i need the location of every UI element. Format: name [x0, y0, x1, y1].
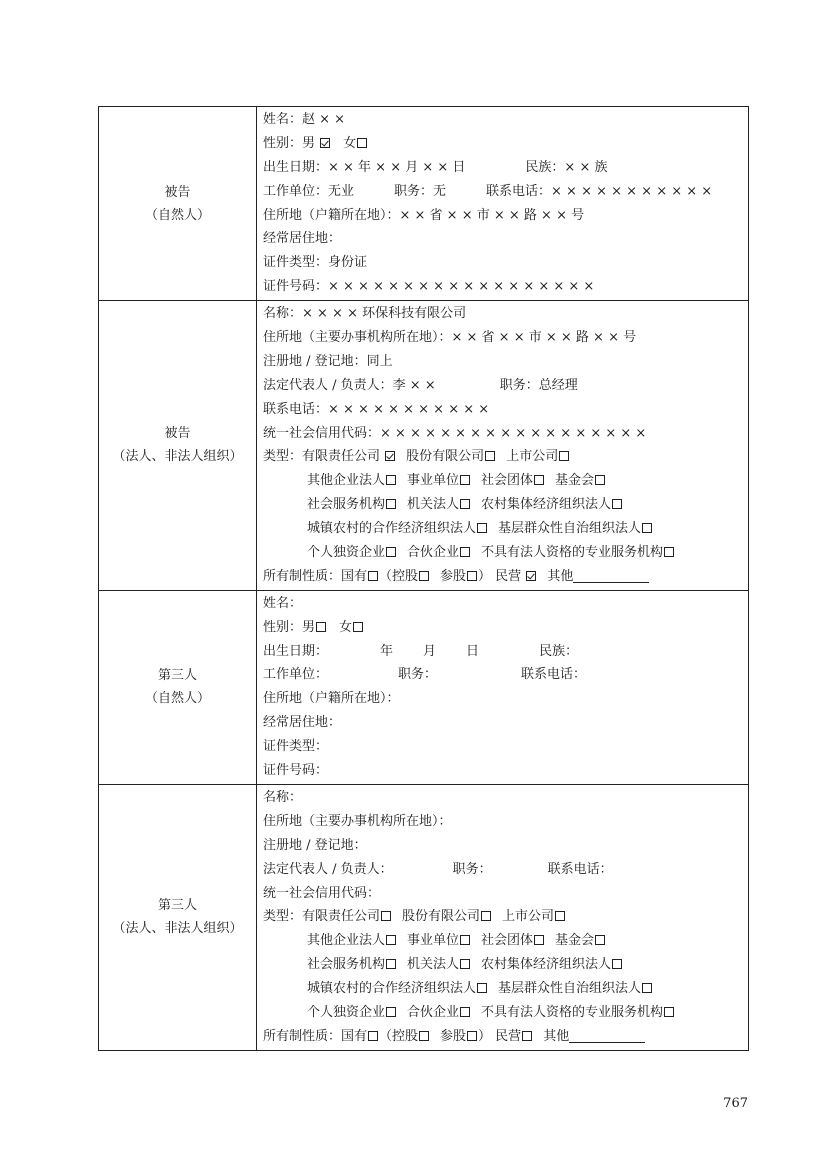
- grassroots-checkbox[interactable]: [642, 523, 652, 533]
- registered-line: 注册地 / 登记地：: [263, 837, 367, 853]
- listed-checkbox[interactable]: [555, 911, 565, 921]
- sole-checkbox[interactable]: [386, 1007, 396, 1017]
- work-line: 工作单位： 职务： 联系电话：: [263, 667, 587, 683]
- type-line-3: 社会服务机构 机关法人 农村集体经济组织法人: [263, 953, 748, 977]
- ownership-line: 所有制性质：国有 （控股 参股 ） 民营 其他: [263, 565, 748, 589]
- birth-line: 出生日期： 年 月 日 民族：: [263, 643, 579, 659]
- third-natural-label: 第三人 （自然人）: [99, 590, 257, 784]
- org-name-line: 名称：× × × × 环保科技有限公司: [263, 306, 467, 322]
- male-checkbox[interactable]: [320, 138, 330, 148]
- llc-checkbox[interactable]: [385, 451, 395, 461]
- defendant-natural-content: [257, 107, 749, 301]
- coop-checkbox[interactable]: [477, 983, 487, 993]
- holding-checkbox[interactable]: [419, 571, 429, 581]
- ownership-line: 所有制性质：国有 （控股 参股 ） 民营 其他: [263, 1025, 748, 1049]
- defendant-legal-label: 被告 （法人、非法人组织）: [99, 301, 257, 591]
- org-name-line: 名称：: [263, 789, 303, 805]
- public-inst-checkbox[interactable]: [460, 475, 470, 485]
- domicile-line: 住所地（户籍所在地）：: [263, 691, 400, 707]
- residence-line: 经常居住地：: [263, 715, 342, 731]
- private-checkbox[interactable]: [522, 1031, 532, 1041]
- id-type-line: 证件类型：: [263, 739, 329, 755]
- organ-checkbox[interactable]: [460, 499, 470, 509]
- type-line-4: 城镇农村的合作经济组织法人 基层群众性自治组织法人: [263, 517, 748, 541]
- state-owned-checkbox[interactable]: [368, 1031, 378, 1041]
- name-line: 姓名：: [263, 595, 303, 611]
- social-service-checkbox[interactable]: [386, 499, 396, 509]
- registered-line: 注册地 / 登记地：同上: [263, 353, 393, 369]
- type-line-2: 其他企业法人 事业单位 社会团体 基金会: [263, 469, 748, 493]
- org-phone-line: 联系电话：× × × × × × × × × × ×: [263, 401, 490, 417]
- litigant-info-table: [98, 106, 749, 1051]
- work-line: 工作单位：无业 职务：无 联系电话：× × × × × × × × × × ×: [263, 183, 713, 199]
- defendant-legal-row: [99, 301, 749, 591]
- type-line-1: 类型：有限责任公司 股份有限公司 上市公司: [263, 445, 748, 469]
- professional-checkbox[interactable]: [664, 1007, 674, 1017]
- rural-collective-checkbox[interactable]: [612, 499, 622, 509]
- professional-checkbox[interactable]: [664, 547, 674, 557]
- share-checkbox[interactable]: [467, 571, 477, 581]
- social-org-checkbox[interactable]: [534, 935, 544, 945]
- female-checkbox[interactable]: [353, 622, 363, 632]
- joint-stock-checkbox[interactable]: [481, 911, 491, 921]
- grassroots-checkbox[interactable]: [642, 983, 652, 993]
- partnership-checkbox[interactable]: [460, 547, 470, 557]
- state-owned-checkbox[interactable]: [368, 571, 378, 581]
- other-corp-checkbox[interactable]: [386, 935, 396, 945]
- third-legal-content: [257, 784, 749, 1050]
- third-legal-label: 第三人 （法人、非法人组织）: [99, 784, 257, 1050]
- other-blank-field[interactable]: [573, 568, 649, 583]
- credit-code-line: 统一社会信用代码：× × × × × × × × × × × × × × × × × ×: [263, 425, 647, 441]
- representative-line: 法定代表人 / 负责人：李 × × 职务：总经理: [263, 377, 578, 393]
- holding-checkbox[interactable]: [419, 1031, 429, 1041]
- third-natural-row: [99, 590, 749, 784]
- type-line-1: 类型：有限责任公司 股份有限公司 上市公司: [263, 905, 748, 929]
- gender-line: 性别：男 女: [263, 616, 748, 640]
- foundation-checkbox[interactable]: [595, 475, 605, 485]
- llc-checkbox[interactable]: [381, 911, 391, 921]
- foundation-checkbox[interactable]: [595, 935, 605, 945]
- share-checkbox[interactable]: [467, 1031, 477, 1041]
- type-line-4: 城镇农村的合作经济组织法人 基层群众性自治组织法人: [263, 977, 748, 1001]
- representative-line: 法定代表人 / 负责人： 职务： 联系电话：: [263, 861, 613, 877]
- female-checkbox[interactable]: [357, 138, 367, 148]
- coop-checkbox[interactable]: [477, 523, 487, 533]
- sole-checkbox[interactable]: [386, 547, 396, 557]
- joint-stock-checkbox[interactable]: [485, 451, 495, 461]
- id-number-line: 证件号码：: [263, 763, 329, 779]
- id-number-line: 证件号码：× × × × × × × × × × × × × × × × × ×: [263, 279, 595, 295]
- other-blank-field[interactable]: [569, 1028, 645, 1043]
- type-line-2: 其他企业法人 事业单位 社会团体 基金会: [263, 929, 748, 953]
- domicile-line: 住所地（户籍所在地）：× × 省 × × 市 × × 路 × × 号: [263, 207, 585, 223]
- id-type-line: 证件类型：身份证: [263, 255, 368, 271]
- type-line-5: 个人独资企业 合伙企业 不具有法人资格的专业服务机构: [263, 541, 748, 565]
- org-domicile-line: 住所地（主要办事机构所在地）：: [263, 813, 452, 829]
- partnership-checkbox[interactable]: [460, 1007, 470, 1017]
- social-service-checkbox[interactable]: [386, 959, 396, 969]
- type-line-3: 社会服务机构 机关法人 农村集体经济组织法人: [263, 493, 748, 517]
- gender-line: 性别：男 女: [263, 132, 748, 156]
- defendant-legal-content: [257, 301, 749, 591]
- private-checkbox[interactable]: [526, 571, 536, 581]
- organ-checkbox[interactable]: [460, 959, 470, 969]
- credit-code-line: 统一社会信用代码：: [263, 885, 381, 901]
- third-natural-content: [257, 590, 749, 784]
- page-number: 767: [723, 1096, 748, 1111]
- listed-checkbox[interactable]: [559, 451, 569, 461]
- male-checkbox[interactable]: [316, 622, 326, 632]
- defendant-natural-label: 被告 （自然人）: [99, 107, 257, 301]
- other-corp-checkbox[interactable]: [386, 475, 396, 485]
- org-domicile-line: 住所地（主要办事机构所在地）：× × 省 × × 市 × × 路 × × 号: [263, 330, 637, 346]
- type-line-5: 个人独资企业 合伙企业 不具有法人资格的专业服务机构: [263, 1001, 748, 1025]
- residence-line: 经常居住地：: [263, 231, 342, 247]
- defendant-natural-row: [99, 107, 749, 301]
- public-inst-checkbox[interactable]: [460, 935, 470, 945]
- social-org-checkbox[interactable]: [534, 475, 544, 485]
- third-legal-row: [99, 784, 749, 1050]
- birth-line: 出生日期：× × 年 × × 月 × × 日 民族：× × 族: [263, 159, 608, 175]
- rural-collective-checkbox[interactable]: [612, 959, 622, 969]
- name-line: 姓名：赵 × ×: [263, 112, 346, 127]
